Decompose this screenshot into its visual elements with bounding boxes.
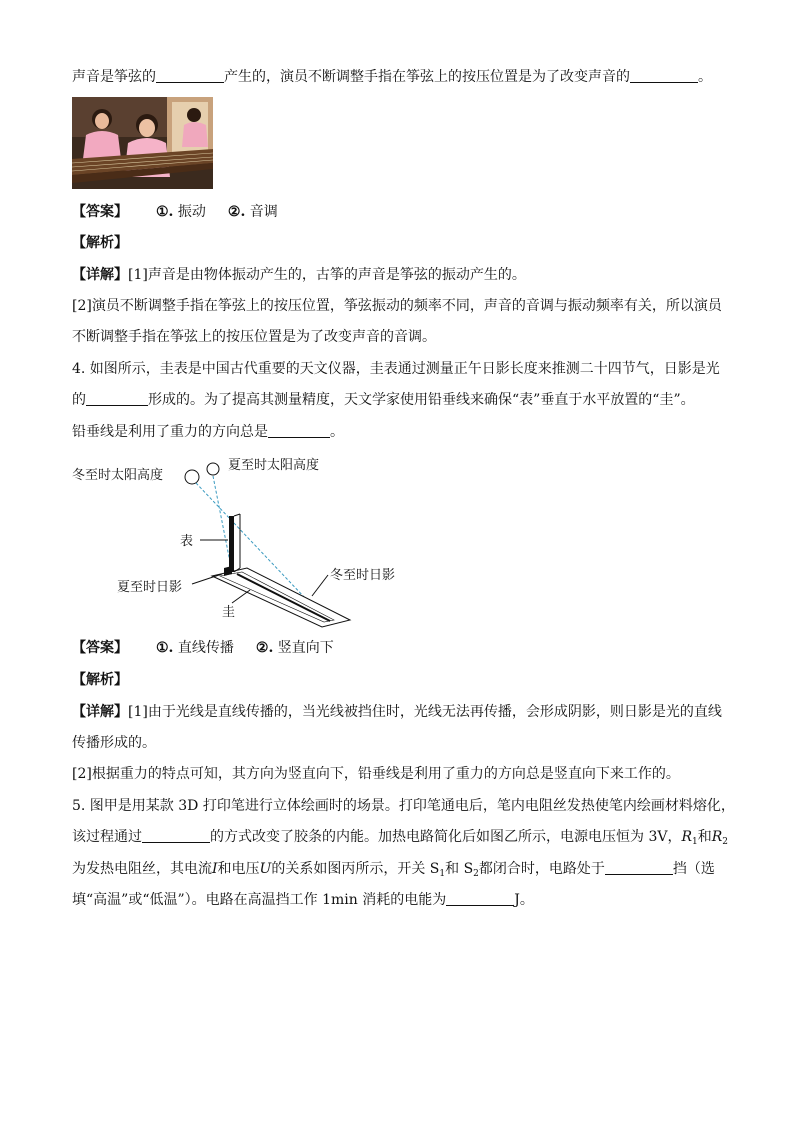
q3-text: 。 <box>698 69 712 85</box>
q4-text: 铅垂线是利用了重力的方向总是 <box>72 424 268 440</box>
q5-text-line-2 <box>72 827 728 852</box>
r1-symbol: R <box>681 829 693 845</box>
q3-detail-2a: [2]演员不断调整手指在筝弦上的按压位置，筝弦振动的频率不同，声音的音调与振动频率有关，所以演员 <box>72 298 722 314</box>
q4-detail-2: [2]根据重力的特点可知，其方向为竖直向下，铅垂线是利用了重力的方向总是竖直向下来工作的。 <box>72 766 680 782</box>
r2-subscript: 2 <box>722 837 729 847</box>
q4-text-line-3 <box>72 422 344 442</box>
q4-answer <box>72 638 334 658</box>
s1-subscript: 1 <box>439 869 446 879</box>
detail-text: [1]声音是由物体振动产生的，古筝的声音是筝弦的振动产生的。 <box>128 267 526 283</box>
answer-label: 【答案】 <box>72 204 128 220</box>
answer-number: ①. <box>156 640 174 656</box>
q5-text: J。 <box>514 892 534 908</box>
answer-blank-4[interactable] <box>268 423 330 438</box>
s2-subscript: 2 <box>473 869 479 879</box>
current-symbol: I <box>212 861 218 877</box>
answer-number: ②. <box>227 204 246 220</box>
summer-sun-label: 夏至时太阳高度 <box>228 458 320 473</box>
q3-text: 产生的，演员不断调整手指在筝弦上的按压位置是为了改变声音的 <box>224 69 630 85</box>
r2-symbol: R <box>711 829 723 845</box>
q5-text-line-3 <box>72 859 715 884</box>
guzheng-photo <box>72 97 213 189</box>
detail-label: 【详解】 <box>72 704 128 720</box>
detail-label: 【详解】 <box>72 267 128 283</box>
biao-pole <box>229 516 234 572</box>
answer-blank-7[interactable] <box>446 891 514 906</box>
q3-text: 声音是筝弦的 <box>72 69 156 85</box>
answer-blank-6[interactable] <box>605 860 673 875</box>
q5-text: 和 <box>697 829 712 845</box>
q4-text: 形成的。为了提高其测量精度，天文学家使用铅垂线来确保“表”垂直于水平放置的“圭”。 <box>148 392 695 408</box>
q5-text: 都闭合时，电路处于 <box>478 861 605 877</box>
r1-subscript: 1 <box>692 837 698 847</box>
q4-text-line-1: 4. 如图所示，圭表是中国古代重要的天文仪器，圭表通过测量正午日影长度来推测二十四节气，日影是光 <box>72 361 720 377</box>
answer-number: ②. <box>255 640 274 656</box>
q5-text: 填“高温”或“低温”）。电路在高温挡工作 1min 消耗的电能为 <box>72 892 447 908</box>
winter-shadow-label: 冬至时日影 <box>330 568 396 583</box>
answer-value: 竖直向下 <box>277 640 334 656</box>
q5-text: 的关系如图丙所示，开关 S <box>271 861 440 877</box>
answer-blank-1[interactable] <box>156 68 224 83</box>
answer-blank-5[interactable] <box>142 828 210 843</box>
answer-value: 振动 <box>177 204 206 220</box>
q5-text-line-4 <box>72 890 534 910</box>
guibiao-diagram <box>72 450 432 630</box>
q3-analysis-label: 【解析】 <box>72 235 128 251</box>
winter-sun-circle <box>185 470 199 484</box>
answer-number: ①. <box>156 204 174 220</box>
summer-sun-circle <box>207 463 219 475</box>
q4-detail-1b: 传播形成的。 <box>72 735 156 751</box>
answer-blank-2[interactable] <box>630 68 698 83</box>
answer-label: 【答案】 <box>72 640 128 656</box>
q5-text: 该过程通过 <box>72 829 142 845</box>
q5-text: 和电压 <box>217 861 260 877</box>
q3-detail-2b: 不断调整手指在筝弦上的按压位置是为了改变声音的音调。 <box>72 329 436 345</box>
answer-value: 音调 <box>249 204 278 220</box>
q3-text-line-1 <box>72 67 712 87</box>
q5-text: 的方式改变了胶条的内能。加热电路简化后如图乙所示，电源电压恒为 3V， <box>210 829 682 845</box>
q5-text-line-1: 5. 图甲是用某款 3D 打印笔进行立体绘画时的场景。打印笔通电后，笔内电阻丝发热使笔内绘画材料熔化， <box>72 798 735 814</box>
winter-sun-label: 冬至时太阳高度 <box>72 468 164 483</box>
q4-text: 。 <box>330 424 344 440</box>
q3-answer <box>72 202 278 222</box>
q4-detail-1a <box>72 702 722 722</box>
gui-label: 圭 <box>222 605 236 620</box>
q4-analysis-label: 【解析】 <box>72 672 128 688</box>
voltage-symbol: U <box>259 861 272 877</box>
answer-blank-3[interactable] <box>86 391 148 406</box>
q5-text: 为发热电阻丝，其电流 <box>72 861 212 877</box>
q3-detail-1 <box>72 265 526 285</box>
q5-text: 挡（选 <box>672 861 715 877</box>
q4-text-line-2 <box>72 390 695 410</box>
summer-shadow-label: 夏至时日影 <box>117 580 183 595</box>
answer-value: 直线传播 <box>177 640 234 656</box>
biao-label: 表 <box>180 534 194 549</box>
detail-text: [1]由于光线是直线传播的，当光线被挡住时，光线无法再传播，会形成阴影，则日影是光的直线 <box>128 704 722 720</box>
q5-text: 和 S <box>445 861 474 877</box>
q4-text: 的 <box>72 392 86 408</box>
